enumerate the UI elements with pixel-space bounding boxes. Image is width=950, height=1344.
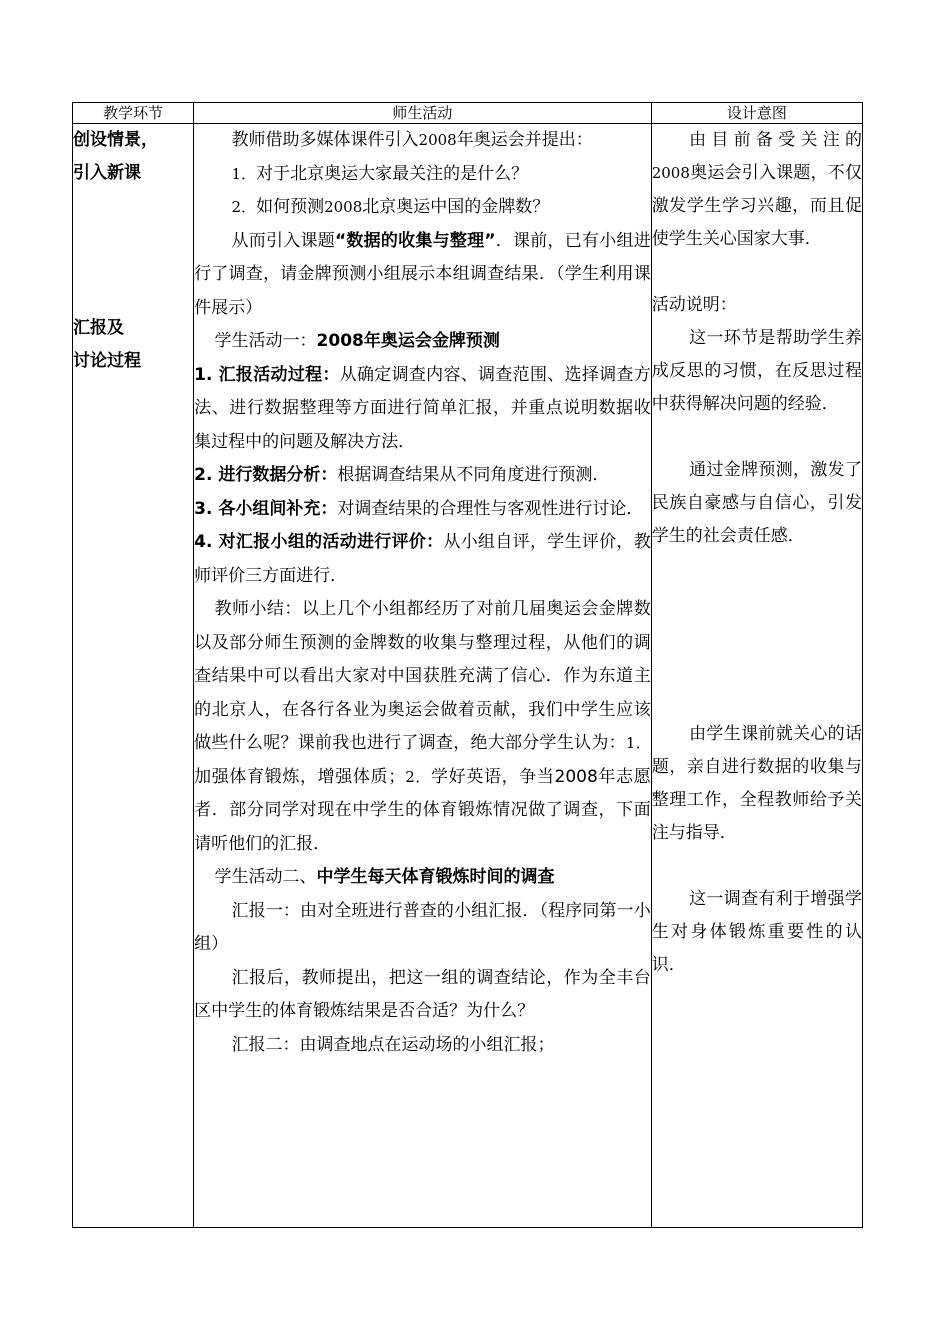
activities-cell	[194, 124, 652, 1228]
intent-spacer-2	[652, 421, 862, 454]
header-row	[73, 103, 863, 124]
header-teaching-stage: 教学环节	[73, 103, 194, 124]
stage-spacer	[73, 190, 193, 312]
activity-1-heading: 学生活动一：2008年奥运会金牌预测	[214, 331, 500, 351]
step-4: 4. 对汇报小组的活动进行评价：从小组自评，学生评价，教师评价三方面进行．	[194, 532, 651, 586]
intent-paragraph-3: 通过金牌预测，激发了民族自豪感与自信心，引发学生的社会责任感．	[651, 460, 862, 546]
step-1: 1. 汇报活动过程：从确定调查内容、调查范围、选择调查方法、进行数据整理等方面进行简单汇报，并重点说明数据收集过程中的问题及解决方法．	[194, 364, 651, 452]
step-2: 2. 进行数据分析：根据调查结果从不同角度进行预测．	[194, 465, 610, 485]
step-3: 3. 各小组间补充：对调查结果的合理性与客观性进行讨论．	[194, 498, 644, 519]
report-2: 汇报二：由调查地点在运动场的小组汇报；	[231, 1034, 555, 1055]
intent-spacer-1	[652, 256, 862, 289]
stage-2-line-1: 汇报及	[73, 318, 124, 338]
header-activities: 师生活动	[194, 103, 652, 124]
intro-paragraph: 教师借助多媒体课件引入2008年奥运会并提出：	[231, 130, 593, 150]
header-design-intent: 设计意图	[651, 103, 862, 124]
stage-1-line-1: 创设情景，	[73, 130, 158, 150]
report-1: 汇报一：由对全班进行普查的小组汇报．（程序同第一小组）	[194, 900, 651, 954]
intent-paragraph-4: 由学生课前就关心的话题，亲自进行数据的收集与整理工作，全程教师给予关注与指导．	[651, 724, 862, 843]
topic-paragraph: 从而引入课题“数据的收集与整理”．课前，已有小组进行了调查，请金牌预测小组展示本组调查结果．（学生利用课件展示）	[194, 230, 651, 318]
stage-cell	[73, 124, 194, 1228]
after-report-question: 汇报后，教师提出，把这一组的调查结论，作为全丰台区中学生的体育锻炼结果是否合适？为什么？	[194, 967, 651, 1021]
activity-2-heading: 学生活动二、中学生每天体育锻炼时间的调查	[214, 867, 555, 887]
intent-cell	[651, 124, 862, 1228]
question-1: 1．对于北京奥运大家最关注的是什么？	[231, 163, 529, 184]
intent-paragraph-5: 这一调查有利于增强学生对身体锻炼重要性的认识．	[651, 889, 862, 975]
intent-paragraph-1: 由目前备受关注的2008奥运会引入课题，不仅激发学生学习兴趣，而且促使学生关心国家大事．	[651, 130, 862, 249]
lesson-topic: “数据的收集与整理”	[335, 230, 496, 251]
intent-spacer-4	[652, 850, 862, 883]
stage-1-line-2: 引入新课	[73, 163, 141, 183]
intent-paragraph-2: 这一环节是帮助学生养成反思的习惯，在反思过程中获得解决问题的经验．	[651, 328, 862, 414]
activity-note-label: 活动说明：	[651, 295, 737, 315]
stage-2-line-2: 讨论过程	[73, 351, 141, 371]
question-2: 2．如何预测2008北京奥运中国的金牌数？	[231, 197, 550, 217]
content-row	[73, 124, 863, 1228]
teacher-summary: 教师小结：以上几个小组都经历了对前几届奥运会金牌数以及部分师生预测的金牌数的收集与整理过程，从他们的调查结果中可以看出大家对中国获胜充满了信心．作为东道主的北京人，在各行各业为奥运会做着贡献，我们中学生应该做些什么呢？课前我也进行了调查，绝大部分学生认为：1．加强体育锻炼，增强体质；2．学好英语，争当2008年志愿者．部分同学对现在中学生的体育锻炼情况做了调查，下面请听他们的汇报．	[194, 599, 651, 854]
lesson-plan-table	[72, 102, 863, 1228]
intent-spacer-3	[652, 553, 862, 718]
